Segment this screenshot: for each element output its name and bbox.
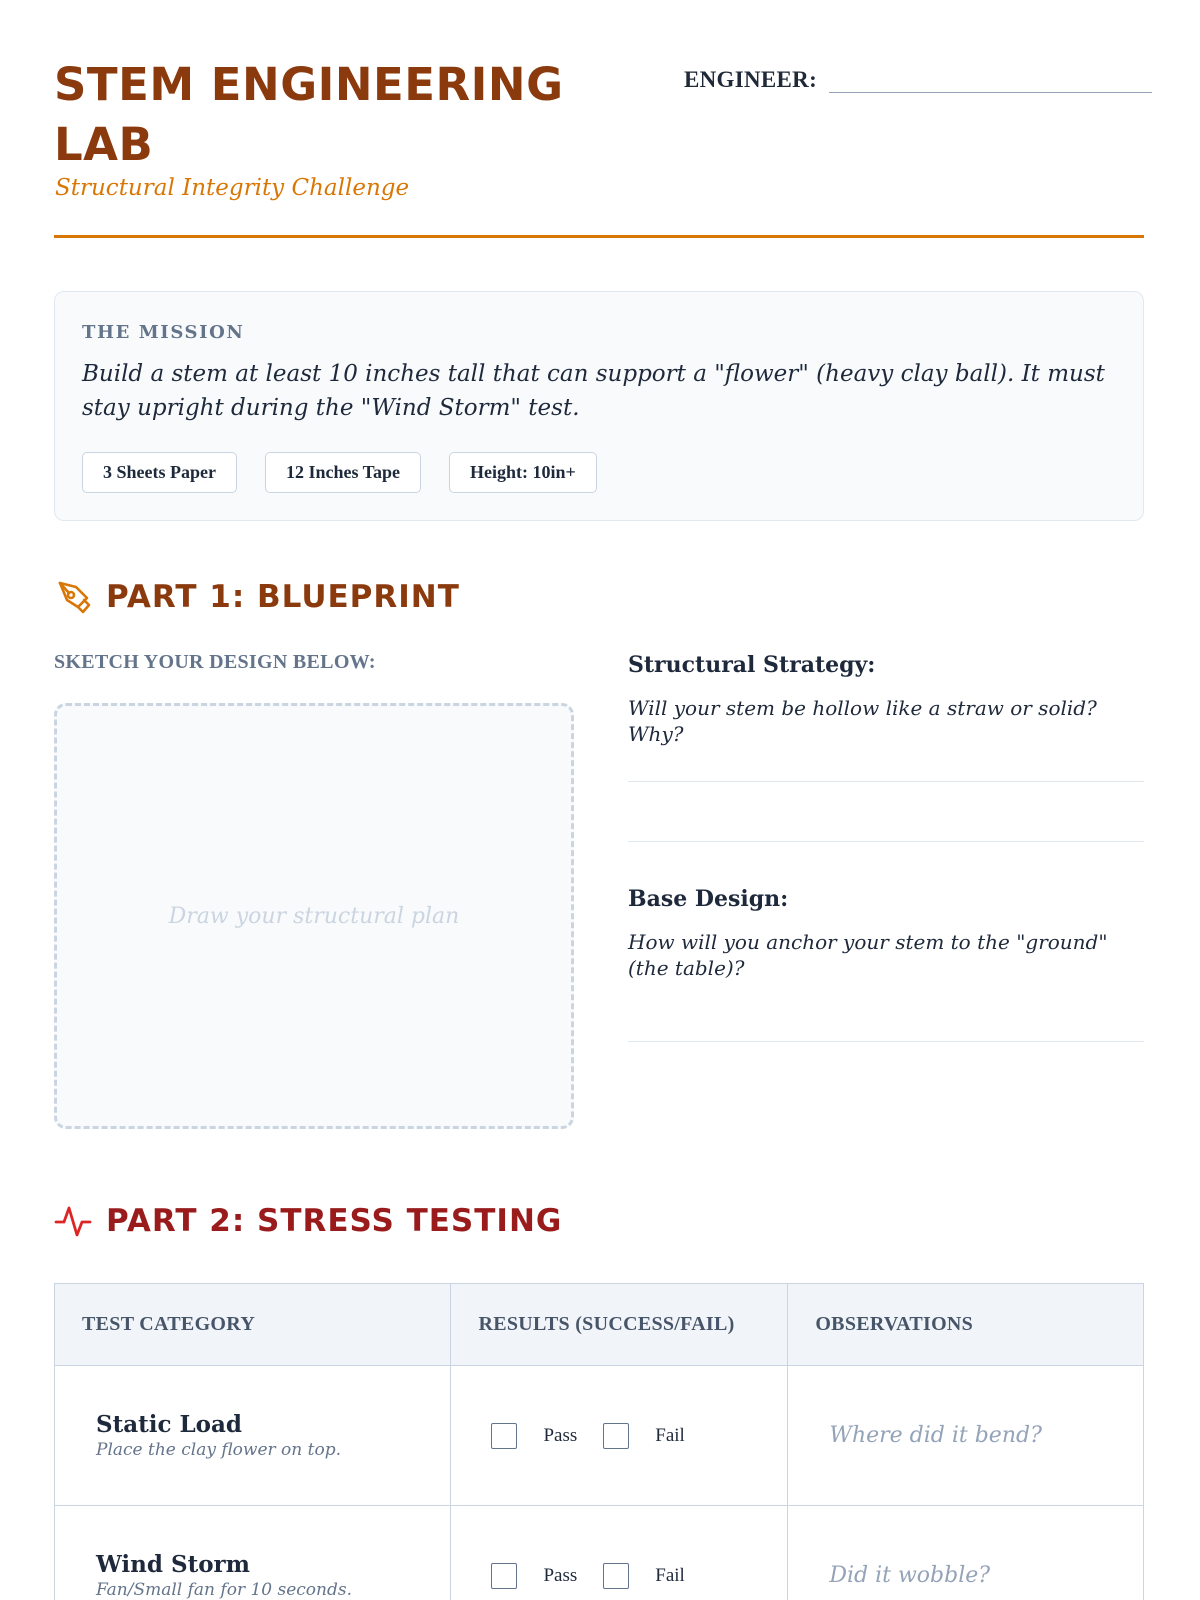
engineer-field [684, 60, 1152, 93]
results-cell [451, 1506, 788, 1600]
column-header: OBSERVATIONS [788, 1284, 1144, 1366]
page-subtitle: Structural Integrity Challenge [55, 175, 410, 201]
fail-label: Fail [655, 1564, 685, 1586]
activity-pulse-icon [54, 1202, 92, 1240]
base-question: How will you anchor your stem to the "ground" (the table)? [628, 930, 1108, 980]
engineer-name-input[interactable] [829, 60, 1152, 93]
pass-label: Pass [543, 1424, 578, 1446]
part1-title: PART 1: BLUEPRINT [106, 579, 460, 615]
material-chip: 12 Inches Tape [265, 452, 421, 493]
test-category-cell [55, 1366, 451, 1506]
test-description: Fan/Small fan for 10 seconds. [96, 1580, 353, 1600]
column-header: RESULTS (SUCCESS/FAIL) [451, 1284, 788, 1366]
base-answer-line[interactable] [628, 1041, 1144, 1042]
test-category-cell [55, 1506, 451, 1600]
pass-checkbox[interactable] [491, 1423, 517, 1449]
pass-label: Pass [543, 1564, 578, 1586]
materials-list [82, 452, 597, 493]
mission-text: Build a stem at least 10 inches tall that can support a "flower" (heavy clay ball). It must stay upright during the "Wind Storm" test. [82, 361, 1105, 421]
results-cell [451, 1366, 788, 1506]
sketch-area[interactable] [54, 703, 574, 1129]
strategy-answer-line[interactable] [628, 841, 1144, 842]
fail-checkbox[interactable] [603, 1423, 629, 1449]
strategy-question: Will your stem be hollow like a straw or solid? Why? [628, 696, 1097, 746]
engineer-label: ENGINEER: [684, 67, 818, 92]
fail-checkbox[interactable] [603, 1563, 629, 1589]
pen-tool-icon [54, 578, 92, 616]
table-row [55, 1366, 1144, 1506]
page-title: STEM ENGINEERING LAB [54, 58, 564, 171]
observations-input[interactable]: Where did it bend? [788, 1366, 1144, 1506]
table-header-row [55, 1284, 1144, 1366]
page-header [54, 0, 1144, 238]
sketch-label: SKETCH YOUR DESIGN BELOW: [54, 651, 376, 673]
table-row [55, 1506, 1144, 1600]
part1-heading [54, 578, 460, 616]
observations-input[interactable]: Did it wobble? [788, 1506, 1144, 1600]
column-header: TEST CATEGORY [55, 1284, 451, 1366]
stress-test-table [54, 1283, 1144, 1600]
fail-label: Fail [655, 1424, 685, 1446]
test-name: Static Load [96, 1411, 243, 1438]
sketch-hint: Draw your structural plan [168, 903, 460, 929]
test-name: Wind Storm [96, 1551, 251, 1578]
strategy-title: Structural Strategy: [628, 652, 876, 678]
pass-checkbox[interactable] [491, 1563, 517, 1589]
base-title: Base Design: [628, 886, 789, 912]
material-chip: Height: 10in+ [449, 452, 597, 493]
test-description: Place the clay flower on top. [96, 1440, 341, 1460]
worksheet-page [54, 0, 1144, 1600]
mission-label: THE MISSION [82, 322, 245, 343]
mission-box [54, 291, 1144, 521]
strategy-answer-line[interactable] [628, 781, 1144, 782]
part2-title: PART 2: STRESS TESTING [106, 1203, 563, 1239]
material-chip: 3 Sheets Paper [82, 452, 237, 493]
part2-heading [54, 1202, 562, 1240]
